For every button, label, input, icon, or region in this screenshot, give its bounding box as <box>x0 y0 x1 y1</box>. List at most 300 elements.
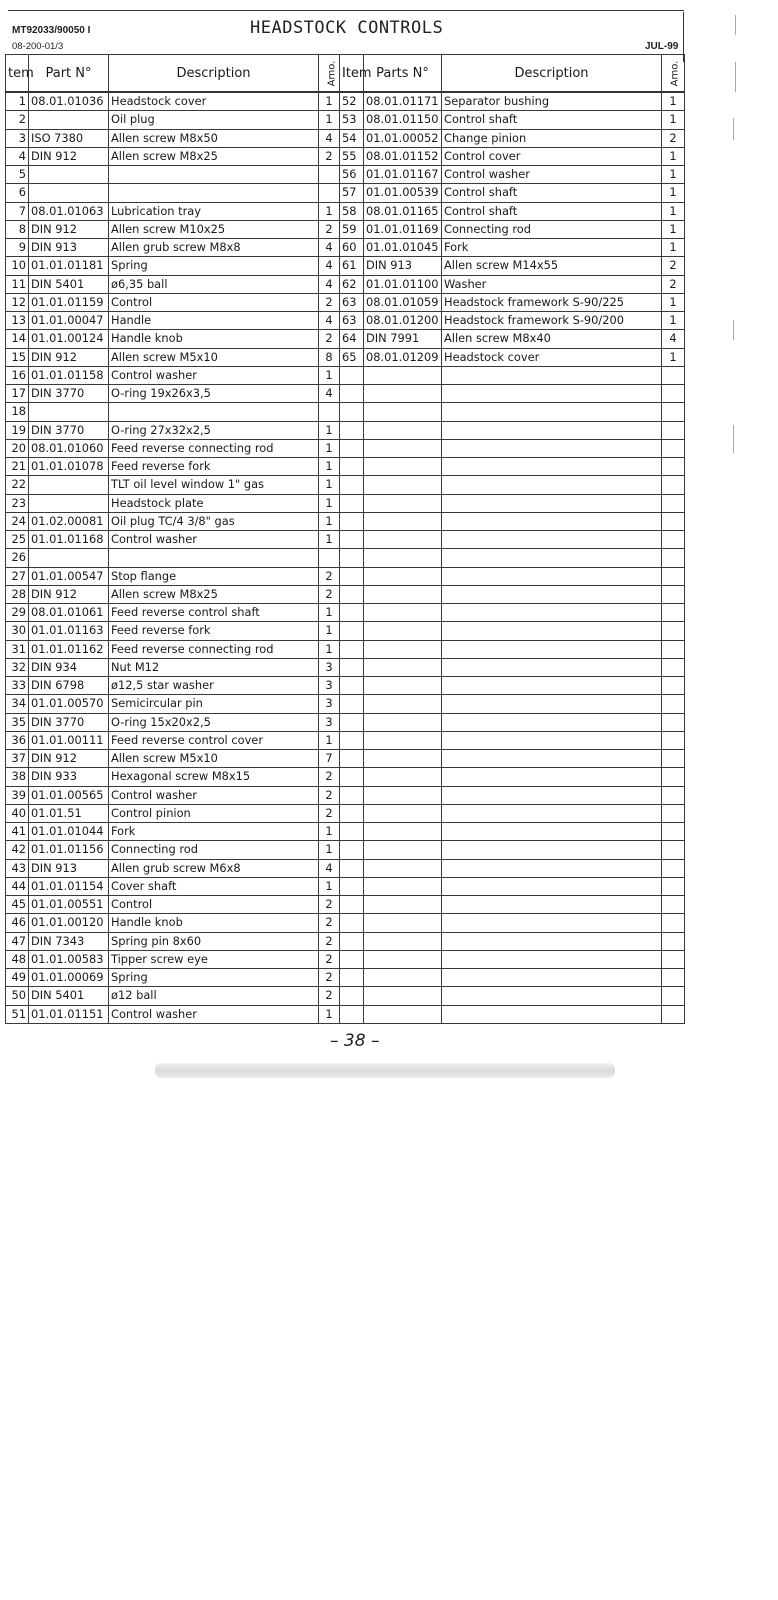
right-item-number-cell <box>340 987 364 1005</box>
table-row <box>6 202 685 220</box>
right-description-cell: Headstock framework S-90/225 <box>442 293 662 311</box>
left-part-number-cell: DIN 5401 <box>29 987 109 1005</box>
left-amount-cell: 1 <box>319 512 340 530</box>
left-item-number-cell: 46 <box>6 914 29 932</box>
col-header-part-number: Part N° <box>29 55 109 93</box>
left-item-number-cell: 35 <box>6 713 29 731</box>
scan-speck <box>735 15 736 35</box>
left-description-cell: Cover shaft <box>109 877 319 895</box>
left-amount-cell: 1 <box>319 823 340 841</box>
left-part-number-cell: DIN 933 <box>29 768 109 786</box>
table-row <box>6 549 685 567</box>
parts-table <box>5 54 685 1024</box>
left-amount-cell: 3 <box>319 677 340 695</box>
left-amount-cell <box>319 184 340 202</box>
table-row <box>6 768 685 786</box>
left-description-cell <box>109 184 319 202</box>
right-item-number-cell <box>340 567 364 585</box>
right-part-number-cell: 01.01.01045 <box>364 239 442 257</box>
table-row <box>6 257 685 275</box>
left-part-number-cell: 01.01.00047 <box>29 312 109 330</box>
right-amount-cell <box>662 476 685 494</box>
table-row <box>6 713 685 731</box>
right-item-number-cell: 60 <box>340 239 364 257</box>
table-row <box>6 531 685 549</box>
left-item-number-cell: 15 <box>6 348 29 366</box>
right-amount-cell: 2 <box>662 257 685 275</box>
left-amount-cell: 1 <box>319 731 340 749</box>
right-amount-cell <box>662 859 685 877</box>
right-amount-cell <box>662 786 685 804</box>
table-row <box>6 166 685 184</box>
left-description-cell: O-ring 19x26x3,5 <box>109 385 319 403</box>
right-amount-cell <box>662 640 685 658</box>
left-item-number-cell: 33 <box>6 677 29 695</box>
left-part-number-cell: DIN 934 <box>29 658 109 676</box>
left-amount-cell <box>319 549 340 567</box>
right-part-number-cell <box>364 950 442 968</box>
left-amount-cell: 8 <box>319 348 340 366</box>
right-part-number-cell <box>364 823 442 841</box>
left-description-cell: Fork <box>109 823 319 841</box>
left-part-number-cell: 01.01.01044 <box>29 823 109 841</box>
col-header-amount: Amo. <box>319 55 340 93</box>
left-part-number-cell <box>29 549 109 567</box>
left-description-cell: Handle <box>109 312 319 330</box>
right-amount-cell <box>662 695 685 713</box>
left-part-number-cell: DIN 3770 <box>29 385 109 403</box>
left-item-number-cell: 48 <box>6 950 29 968</box>
left-description-cell: Allen screw M5x10 <box>109 348 319 366</box>
right-description-cell <box>442 841 662 859</box>
right-description-cell: Allen screw M8x40 <box>442 330 662 348</box>
right-item-number-cell <box>340 385 364 403</box>
left-item-number-cell: 18 <box>6 403 29 421</box>
left-item-number-cell: 14 <box>6 330 29 348</box>
right-part-number-cell <box>364 604 442 622</box>
right-item-number-cell <box>340 494 364 512</box>
table-row <box>6 932 685 950</box>
right-description-cell <box>442 950 662 968</box>
right-description-cell <box>442 768 662 786</box>
left-description-cell: Headstock plate <box>109 494 319 512</box>
left-part-number-cell: 01.01.00124 <box>29 330 109 348</box>
right-amount-cell <box>662 987 685 1005</box>
table-row <box>6 585 685 603</box>
right-amount-cell <box>662 713 685 731</box>
left-part-number-cell: 01.02.00081 <box>29 512 109 530</box>
right-amount-cell: 1 <box>662 147 685 165</box>
right-part-number-cell <box>364 932 442 950</box>
right-description-cell: Control shaft <box>442 202 662 220</box>
left-part-number-cell <box>29 476 109 494</box>
right-part-number-cell <box>364 896 442 914</box>
right-item-number-cell <box>340 677 364 695</box>
right-description-cell: Control shaft <box>442 111 662 129</box>
left-amount-cell <box>319 403 340 421</box>
left-part-number-cell <box>29 111 109 129</box>
right-amount-cell: 1 <box>662 239 685 257</box>
left-description-cell: Oil plug <box>109 111 319 129</box>
right-item-number-cell <box>340 896 364 914</box>
right-item-number-cell <box>340 366 364 384</box>
left-item-number-cell: 19 <box>6 421 29 439</box>
left-amount-cell: 1 <box>319 531 340 549</box>
right-description-cell <box>442 804 662 822</box>
right-item-number-cell <box>340 695 364 713</box>
left-part-number-cell: DIN 3770 <box>29 713 109 731</box>
left-description-cell: Allen screw M8x25 <box>109 585 319 603</box>
col-header-part-number-2: Parts N° <box>364 55 442 93</box>
right-amount-cell: 2 <box>662 275 685 293</box>
right-part-number-cell <box>364 804 442 822</box>
right-part-number-cell <box>364 476 442 494</box>
left-item-number-cell: 26 <box>6 549 29 567</box>
left-amount-cell: 2 <box>319 768 340 786</box>
left-amount-cell: 2 <box>319 987 340 1005</box>
table-row <box>6 786 685 804</box>
left-description-cell: Control washer <box>109 1005 319 1023</box>
left-amount-cell: 3 <box>319 713 340 731</box>
table-row <box>6 111 685 129</box>
left-part-number-cell: 01.01.00111 <box>29 731 109 749</box>
right-item-number-cell: 54 <box>340 129 364 147</box>
right-part-number-cell: 08.01.01171 <box>364 92 442 111</box>
right-item-number-cell <box>340 640 364 658</box>
right-part-number-cell <box>364 841 442 859</box>
right-amount-cell: 1 <box>662 111 685 129</box>
col-header-item: tem <box>6 55 29 93</box>
left-part-number-cell: 08.01.01036 <box>29 92 109 111</box>
left-amount-cell: 2 <box>319 786 340 804</box>
table-row <box>6 677 685 695</box>
right-description-cell <box>442 914 662 932</box>
page-title: HEADSTOCK CONTROLS <box>250 18 444 38</box>
right-item-number-cell: 64 <box>340 330 364 348</box>
right-part-number-cell <box>364 512 442 530</box>
right-amount-cell <box>662 403 685 421</box>
left-item-number-cell: 32 <box>6 658 29 676</box>
table-row <box>6 385 685 403</box>
left-item-number-cell: 8 <box>6 220 29 238</box>
table-row <box>6 969 685 987</box>
right-part-number-cell <box>364 385 442 403</box>
right-description-cell: Control shaft <box>442 184 662 202</box>
left-description-cell: Feed reverse control cover <box>109 731 319 749</box>
left-part-number-cell: 01.01.01151 <box>29 1005 109 1023</box>
table-row <box>6 695 685 713</box>
right-item-number-cell: 55 <box>340 147 364 165</box>
left-part-number-cell: DIN 912 <box>29 348 109 366</box>
left-item-number-cell: 28 <box>6 585 29 603</box>
left-item-number-cell: 13 <box>6 312 29 330</box>
table-row <box>6 859 685 877</box>
right-description-cell <box>442 494 662 512</box>
right-part-number-cell <box>364 695 442 713</box>
left-part-number-cell: 01.01.00547 <box>29 567 109 585</box>
left-item-number-cell: 3 <box>6 129 29 147</box>
right-description-cell <box>442 366 662 384</box>
left-part-number-cell: DIN 5401 <box>29 275 109 293</box>
left-amount-cell: 4 <box>319 239 340 257</box>
left-description-cell: Lubrication tray <box>109 202 319 220</box>
right-description-cell: Allen screw M14x55 <box>442 257 662 275</box>
right-part-number-cell <box>364 969 442 987</box>
right-item-number-cell: 57 <box>340 184 364 202</box>
left-amount-cell: 1 <box>319 421 340 439</box>
right-part-number-cell: 01.01.00052 <box>364 129 442 147</box>
table-row <box>6 622 685 640</box>
left-amount-cell: 1 <box>319 1005 340 1023</box>
right-amount-cell: 1 <box>662 293 685 311</box>
right-item-number-cell <box>340 622 364 640</box>
left-part-number-cell: DIN 7343 <box>29 932 109 950</box>
right-amount-cell: 2 <box>662 129 685 147</box>
left-description-cell: Handle knob <box>109 914 319 932</box>
left-description-cell: Allen screw M5x10 <box>109 750 319 768</box>
right-description-cell: Control cover <box>442 147 662 165</box>
left-amount-cell: 1 <box>319 841 340 859</box>
left-item-number-cell: 45 <box>6 896 29 914</box>
right-part-number-cell <box>364 786 442 804</box>
left-description-cell: Spring pin 8x60 <box>109 932 319 950</box>
left-amount-cell: 1 <box>319 877 340 895</box>
left-item-number-cell: 10 <box>6 257 29 275</box>
col-header-description: Description <box>109 55 319 93</box>
right-item-number-cell <box>340 786 364 804</box>
left-part-number-cell: DIN 912 <box>29 750 109 768</box>
right-amount-cell <box>662 421 685 439</box>
left-item-number-cell: 34 <box>6 695 29 713</box>
left-description-cell: ø12,5 star washer <box>109 677 319 695</box>
scan-speck <box>733 118 734 140</box>
left-part-number-cell: 01.01.00570 <box>29 695 109 713</box>
right-description-cell <box>442 786 662 804</box>
right-amount-cell <box>662 950 685 968</box>
right-part-number-cell: 08.01.01152 <box>364 147 442 165</box>
right-amount-cell <box>662 750 685 768</box>
left-description-cell: Control pinion <box>109 804 319 822</box>
table-row <box>6 312 685 330</box>
left-item-number-cell: 29 <box>6 604 29 622</box>
right-description-cell <box>442 531 662 549</box>
right-item-number-cell <box>340 403 364 421</box>
right-description-cell: Headstock framework S-90/200 <box>442 312 662 330</box>
left-item-number-cell: 47 <box>6 932 29 950</box>
left-amount-cell: 2 <box>319 293 340 311</box>
left-item-number-cell: 36 <box>6 731 29 749</box>
left-item-number-cell: 6 <box>6 184 29 202</box>
right-part-number-cell <box>364 877 442 895</box>
left-item-number-cell: 38 <box>6 768 29 786</box>
right-item-number-cell <box>340 877 364 895</box>
right-description-cell <box>442 987 662 1005</box>
right-part-number-cell <box>364 494 442 512</box>
left-description-cell: O-ring 15x20x2,5 <box>109 713 319 731</box>
table-header-row <box>6 55 685 93</box>
right-description-cell <box>442 585 662 603</box>
left-description-cell: TLT oil level window 1" gas <box>109 476 319 494</box>
left-part-number-cell: DIN 3770 <box>29 421 109 439</box>
right-amount-cell: 1 <box>662 348 685 366</box>
table-row <box>6 950 685 968</box>
right-amount-cell <box>662 585 685 603</box>
left-item-number-cell: 24 <box>6 512 29 530</box>
left-amount-cell: 2 <box>319 914 340 932</box>
right-item-number-cell: 63 <box>340 293 364 311</box>
right-item-number-cell <box>340 476 364 494</box>
right-item-number-cell <box>340 859 364 877</box>
right-amount-cell <box>662 768 685 786</box>
left-part-number-cell: 01.01.00551 <box>29 896 109 914</box>
right-part-number-cell <box>364 750 442 768</box>
right-part-number-cell: 01.01.01100 <box>364 275 442 293</box>
left-amount-cell: 1 <box>319 439 340 457</box>
right-item-number-cell <box>340 768 364 786</box>
scan-speck <box>733 425 734 453</box>
right-part-number-cell <box>364 585 442 603</box>
left-part-number-cell: DIN 912 <box>29 220 109 238</box>
right-description-cell <box>442 403 662 421</box>
table-row <box>6 129 685 147</box>
right-description-cell <box>442 439 662 457</box>
table-row <box>6 640 685 658</box>
right-part-number-cell <box>364 914 442 932</box>
left-item-number-cell: 39 <box>6 786 29 804</box>
left-part-number-cell <box>29 403 109 421</box>
right-amount-cell <box>662 622 685 640</box>
right-item-number-cell <box>340 512 364 530</box>
table-row <box>6 731 685 749</box>
left-part-number-cell: 01.01.01159 <box>29 293 109 311</box>
right-part-number-cell <box>364 731 442 749</box>
right-amount-cell: 1 <box>662 312 685 330</box>
left-amount-cell <box>319 166 340 184</box>
left-item-number-cell: 42 <box>6 841 29 859</box>
right-amount-cell <box>662 567 685 585</box>
left-amount-cell: 2 <box>319 950 340 968</box>
left-description-cell: Control washer <box>109 786 319 804</box>
document-code: MT92033/90050 I <box>12 25 91 36</box>
left-item-number-cell: 41 <box>6 823 29 841</box>
left-part-number-cell: 08.01.01063 <box>29 202 109 220</box>
left-description-cell: Allen screw M8x50 <box>109 129 319 147</box>
right-part-number-cell <box>364 1005 442 1023</box>
right-description-cell: Separator bushing <box>442 92 662 111</box>
table-row <box>6 220 685 238</box>
right-description-cell <box>442 932 662 950</box>
left-amount-cell: 2 <box>319 932 340 950</box>
left-description-cell: Connecting rod <box>109 841 319 859</box>
table-row <box>6 658 685 676</box>
table-row <box>6 184 685 202</box>
right-amount-cell <box>662 439 685 457</box>
left-part-number-cell: 01.01.00565 <box>29 786 109 804</box>
left-description-cell: ø6,35 ball <box>109 275 319 293</box>
left-item-number-cell: 11 <box>6 275 29 293</box>
table-row <box>6 439 685 457</box>
left-amount-cell: 4 <box>319 859 340 877</box>
right-description-cell <box>442 731 662 749</box>
right-item-number-cell: 65 <box>340 348 364 366</box>
right-part-number-cell: 08.01.01150 <box>364 111 442 129</box>
right-part-number-cell <box>364 677 442 695</box>
left-description-cell: Tipper screw eye <box>109 950 319 968</box>
right-part-number-cell <box>364 366 442 384</box>
right-item-number-cell <box>340 439 364 457</box>
table-row <box>6 914 685 932</box>
right-amount-cell <box>662 841 685 859</box>
table-row <box>6 275 685 293</box>
left-item-number-cell: 16 <box>6 366 29 384</box>
right-amount-cell <box>662 969 685 987</box>
right-description-cell: Control washer <box>442 166 662 184</box>
left-description-cell: Spring <box>109 257 319 275</box>
left-description-cell: O-ring 27x32x2,5 <box>109 421 319 439</box>
left-part-number-cell: DIN 913 <box>29 239 109 257</box>
left-description-cell: Oil plug TC/4 3/8" gas <box>109 512 319 530</box>
right-amount-cell: 4 <box>662 330 685 348</box>
right-part-number-cell <box>364 987 442 1005</box>
left-description-cell: Control <box>109 293 319 311</box>
left-amount-cell: 2 <box>319 567 340 585</box>
left-item-number-cell: 20 <box>6 439 29 457</box>
left-description-cell <box>109 166 319 184</box>
table-row <box>6 1005 685 1023</box>
right-description-cell <box>442 859 662 877</box>
right-amount-cell <box>662 658 685 676</box>
left-description-cell: Feed reverse fork <box>109 458 319 476</box>
left-item-number-cell: 27 <box>6 567 29 585</box>
left-description-cell: Hexagonal screw M8x15 <box>109 768 319 786</box>
left-item-number-cell: 9 <box>6 239 29 257</box>
right-item-number-cell <box>340 713 364 731</box>
left-part-number-cell: DIN 912 <box>29 147 109 165</box>
left-part-number-cell: 01.01.01078 <box>29 458 109 476</box>
left-description-cell: Nut M12 <box>109 658 319 676</box>
left-part-number-cell: 01.01.01158 <box>29 366 109 384</box>
left-item-number-cell: 50 <box>6 987 29 1005</box>
table-row <box>6 330 685 348</box>
left-description-cell: Allen screw M10x25 <box>109 220 319 238</box>
left-part-number-cell: 01.01.01156 <box>29 841 109 859</box>
right-part-number-cell <box>364 640 442 658</box>
right-description-cell <box>442 476 662 494</box>
right-item-number-cell <box>340 1005 364 1023</box>
right-description-cell <box>442 640 662 658</box>
left-amount-cell: 1 <box>319 366 340 384</box>
left-item-number-cell: 12 <box>6 293 29 311</box>
right-description-cell <box>442 677 662 695</box>
right-description-cell <box>442 750 662 768</box>
left-description-cell: Allen screw M8x25 <box>109 147 319 165</box>
left-part-number-cell: ISO 7380 <box>29 129 109 147</box>
right-description-cell <box>442 622 662 640</box>
left-description-cell: Spring <box>109 969 319 987</box>
left-amount-cell: 2 <box>319 330 340 348</box>
left-part-number-cell: 01.01.00069 <box>29 969 109 987</box>
right-description-cell <box>442 421 662 439</box>
right-description-cell <box>442 658 662 676</box>
left-amount-cell: 1 <box>319 476 340 494</box>
right-item-number-cell: 61 <box>340 257 364 275</box>
right-part-number-cell <box>364 531 442 549</box>
left-part-number-cell <box>29 166 109 184</box>
right-item-number-cell <box>340 604 364 622</box>
left-part-number-cell: 08.01.01060 <box>29 439 109 457</box>
right-amount-cell <box>662 677 685 695</box>
left-item-number-cell: 43 <box>6 859 29 877</box>
